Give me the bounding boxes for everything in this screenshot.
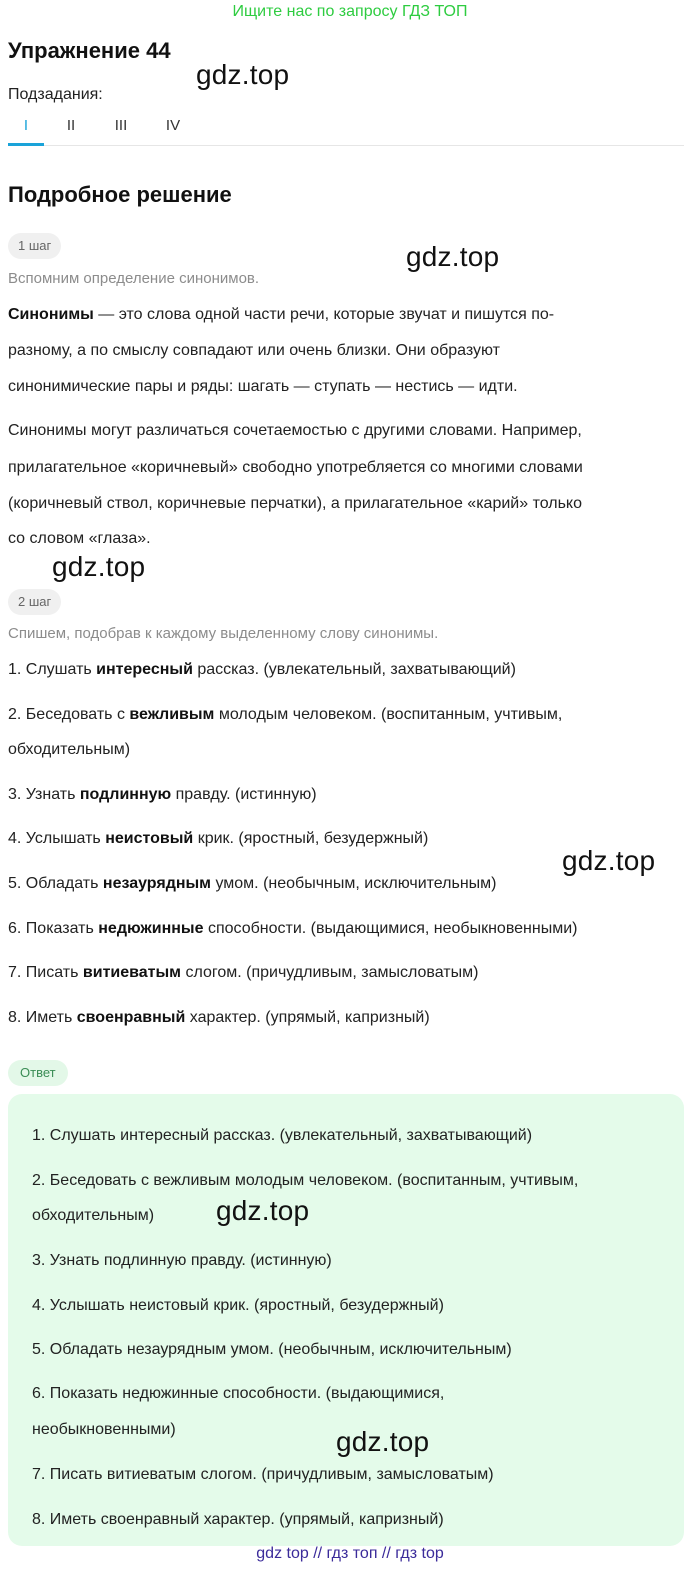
answer-line: 3. Узнать подлинную правду. (истинную) — [32, 1252, 332, 1269]
term-synonyms: Синонимы — [8, 306, 94, 323]
list-item: 6. Показать недюжинные способности. (выдающимися, необыкновенными) — [8, 920, 578, 937]
paragraph-line-1: Синонимы могут различаться сочетаемостью с другими словами. Например, — [8, 422, 582, 439]
definition-line-3: синонимические пары и ряды: шагать — ступать — нестись — идти. — [8, 378, 518, 395]
watermark: gdz.top — [406, 241, 500, 272]
page-title: Упражнение 44 — [8, 38, 171, 63]
watermark: gdz.top — [216, 1195, 310, 1226]
tab-3[interactable]: III — [114, 117, 128, 134]
list-item: 5. Обладать незаурядным умом. (необычным, исключительным) — [8, 875, 497, 892]
list-item: 8. Иметь своенравный характер. (упрямый, капризный) — [8, 1009, 430, 1026]
answer-box — [8, 1094, 684, 1546]
solution-heading: Подробное решение — [8, 182, 232, 207]
answer-line: 6. Показать недюжинные способности. (выдающимися, — [32, 1385, 445, 1402]
answer-line: обходительным) — [32, 1207, 155, 1224]
watermark: gdz.top — [562, 845, 656, 876]
watermark: gdz.top — [52, 551, 146, 582]
step-1-hint: Вспомним определение синонимов. — [8, 270, 260, 287]
paragraph-line-4: со словом «глаза». — [8, 530, 151, 547]
footer-links: gdz top // гдз топ // гдз top — [256, 1545, 444, 1562]
answer-badge: Ответ — [8, 1060, 68, 1086]
answer-line: 7. Писать витиеватым слогом. (причудливым, замысловатым) — [32, 1466, 494, 1483]
definition-line-1 — [8, 297, 678, 333]
search-banner: Ищите нас по запросу ГДЗ ТОП — [232, 3, 468, 20]
paragraph-line-2: прилагательное «коричневый» свободно употребляется со многими словами — [8, 459, 583, 476]
list-item: 3. Узнать подлинную правду. (истинную) — [8, 786, 317, 803]
answer-line: 8. Иметь своенравный характер. (упрямый, капризный) — [32, 1511, 444, 1528]
tab-1[interactable]: I — [23, 117, 29, 134]
step-1-badge: 1 шаг — [8, 233, 61, 259]
tab-2[interactable]: II — [66, 117, 76, 134]
list-item: 4. Услышать неистовый крик. (яростный, безудержный) — [8, 830, 429, 847]
active-tab-indicator — [8, 143, 44, 146]
answer-line: необыкновенными) — [32, 1421, 176, 1438]
answer-line: 1. Слушать интересный рассказ. (увлекательный, захватывающий) — [32, 1127, 533, 1144]
subtasks-label: Подзадания: — [8, 86, 103, 103]
definition-line-2: разному, а по смыслу совпадают или очень близки. Они образуют — [8, 342, 500, 359]
watermark: gdz.top — [196, 59, 290, 90]
paragraph-line-3: (коричневый ствол, коричневые перчатки), а прилагательное «карий» только — [8, 495, 583, 512]
answer-line: 2. Беседовать с вежливым молодым человеком. (воспитанным, учтивым, — [32, 1172, 579, 1189]
list-item-continuation: обходительным) — [8, 741, 131, 758]
tab-4[interactable]: IV — [165, 117, 181, 134]
watermark: gdz.top — [336, 1426, 430, 1457]
list-item: 7. Писать витиеватым слогом. (причудливым, замысловатым) — [8, 964, 479, 981]
step-2-hint: Спишем, подобрав к каждому выделенному слову синонимы. — [8, 625, 439, 642]
subtask-tabs — [8, 108, 684, 146]
list-item: 1. Слушать интересный рассказ. (увлекательный, захватывающий) — [8, 661, 516, 678]
answer-line: 4. Услышать неистовый крик. (яростный, безудержный) — [32, 1297, 444, 1314]
definition-text: — это слова одной части речи, которые звучат и пишутся по- — [93, 306, 555, 323]
answer-line: 5. Обладать незаурядным умом. (необычным, исключительным) — [32, 1341, 512, 1358]
step-2-badge: 2 шаг — [8, 589, 61, 615]
list-item: 2. Беседовать с вежливым молодым человеком. (воспитанным, учтивым, — [8, 706, 563, 723]
